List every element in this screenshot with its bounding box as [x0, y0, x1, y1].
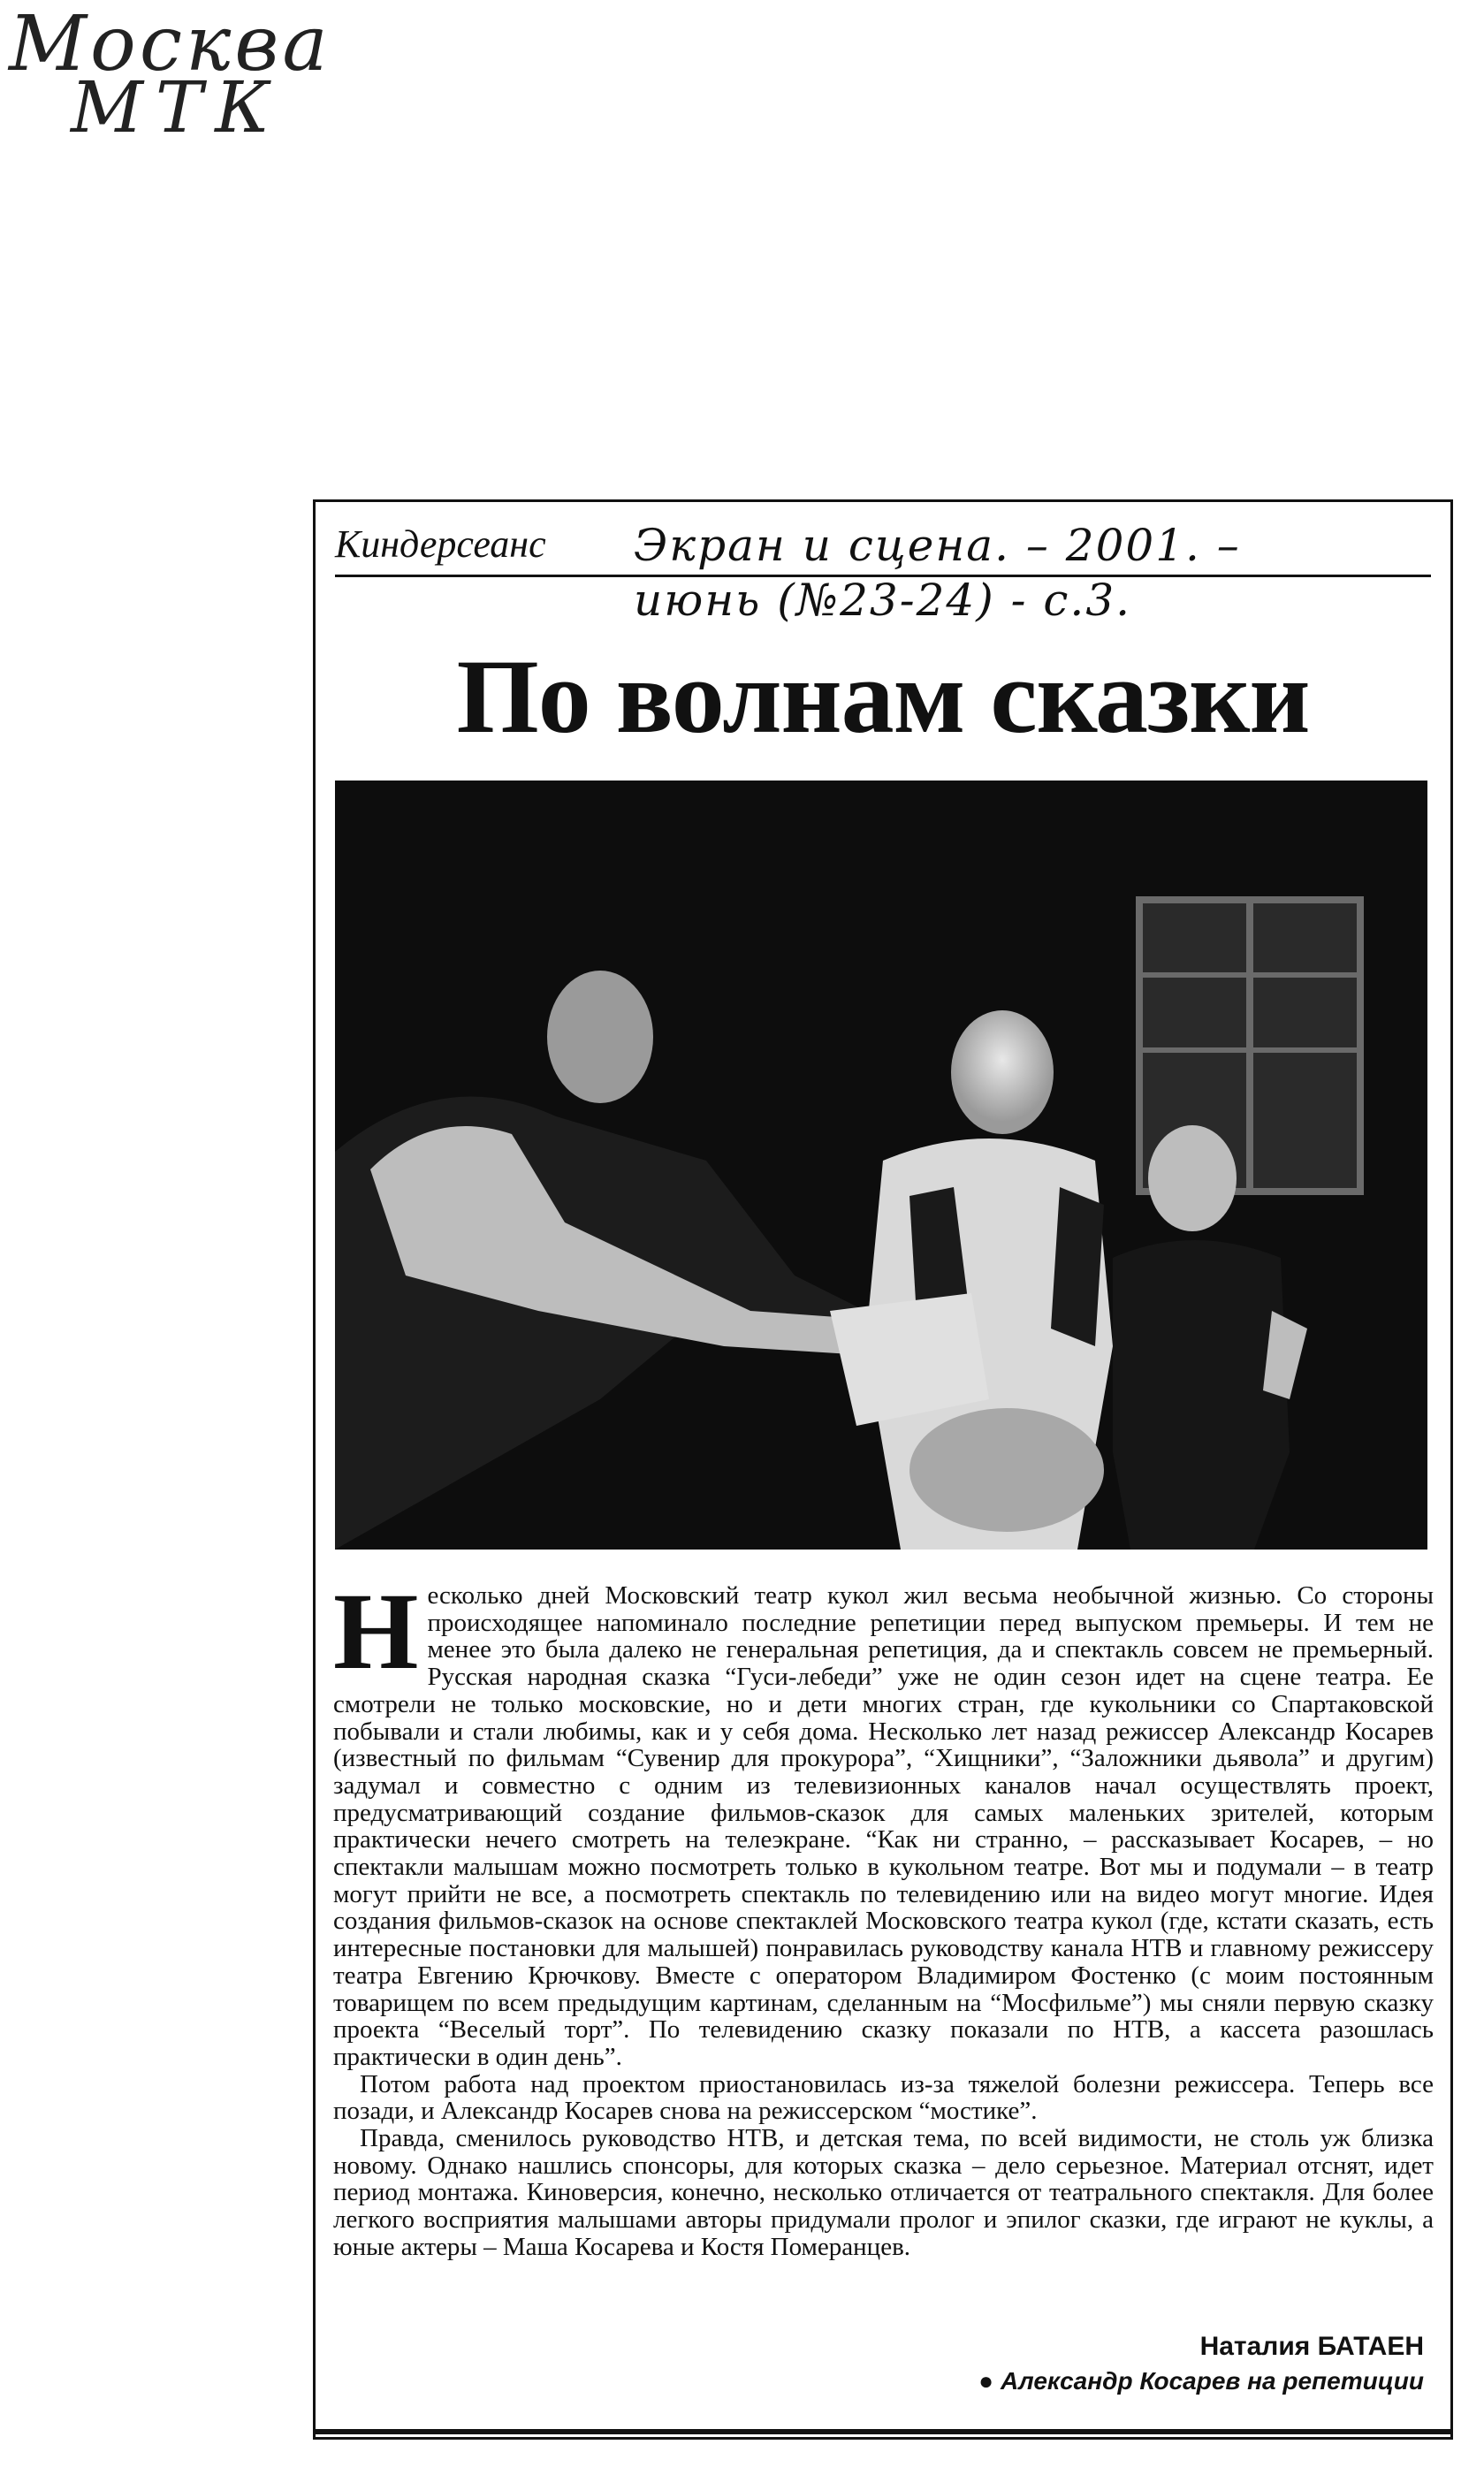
article-paragraph-1: Несколько дней Московский театр кукол жил весьма необычной жизнью. Со стороны происходящее напоминало последние репетиции перед выпуском премьеры. И тем не менее это была далеко не генеральная репетиция, да и спектакль совсем не премьерный. Русская народная сказка “Гуси-лебеди” уже не один сезон идет на сцене театра. Ее смотрели не только московские, но и дети многих стран, где кукольники со Спартаковской побывали и стали любимы, как и у себя дома. Несколько лет назад режиссер Александр Косарев (известный по фильмам “Сувенир для прокурора”, “Хищники”, “Заложники дьявола” и другим) задумал и совместно с одним из телевизионных каналов начал осуществлять проект, предусматривающий создание фильмов-сказок для самых маленьких зрителей, которым практически нечего смотреть на телеэкране. “Как ни странно, – рассказывает Косарев, – но спектакли малышам можно посмотреть только в кукольном театре. Вот мы и подумали – в театр могут прийти не все, а посмотреть спектакль по телевидению или на видео могут многие. Идея создания фильмов-сказок на основе спектаклей Московского театра кукол (где, кстати сказать, есть интересные постановки для малышей) понравилась руководству канала НТВ и главному режиссеру театра Евгению Крючкову. Вместе с оператором Владимиром Фостенко (с моим постоянным товарищем по всем предыдущим картинам, сделанным на “Мосфильме”) мы сняли первую сказку проекта “Веселый торт”. По телевидению сказку показали по НТВ, а кассета разошлась практически в один день”.	[333, 1571, 1434, 2071]
handwritten-source-note-line2: июнь (№23-24) - с.3.	[634, 575, 1132, 626]
handwritten-source-note: Экран и сцена. – 2001. –	[634, 520, 1241, 571]
article-headline: По волнам сказки	[456, 637, 1310, 755]
photo-caption	[978, 2367, 1424, 2395]
article-paragraph-3: Правда, сменилось руководство НТВ, и детская тема, по всей видимости, не столь уж близка новому. Однако нашлись спонсоры, для которых сказка – дело серьезное. Материал отснят, идет период монтажа. Киноверсия, конечно, несколько отличается от театрального спектакля. Для более легкого восприятия малышами авторы придумали пролог и эпилог сказки, где играют не куклы, а юные актеры – Маша Косарева и Костя Померанцев.	[333, 2124, 1434, 2261]
clipping-bottom-rule	[313, 2429, 1453, 2434]
author-byline: Наталия БАТАЕН	[1199, 2332, 1424, 2361]
photo-illustration	[335, 781, 1427, 1550]
caption-text: Александр Косарев на репетиции	[1001, 2367, 1424, 2395]
newspaper-clipping	[313, 499, 1453, 2440]
drop-cap: Н	[333, 1571, 419, 1692]
article-paragraph-2: Потом работа над проектом приостановилась из-за тяжелой болезни режиссера. Теперь все позади, и Александр Косарев снова на режиссерском “мостике”.	[333, 2069, 1434, 2126]
handwritten-city-note: Москва	[9, 0, 331, 88]
caption-bullet-icon: ●	[978, 2367, 994, 2395]
handwritten-theatre-note: МТК	[71, 66, 283, 148]
rubric-label: Киндерсеанс	[335, 522, 546, 566]
rehearsal-photo	[335, 781, 1427, 1550]
article-body	[333, 1571, 1434, 2261]
